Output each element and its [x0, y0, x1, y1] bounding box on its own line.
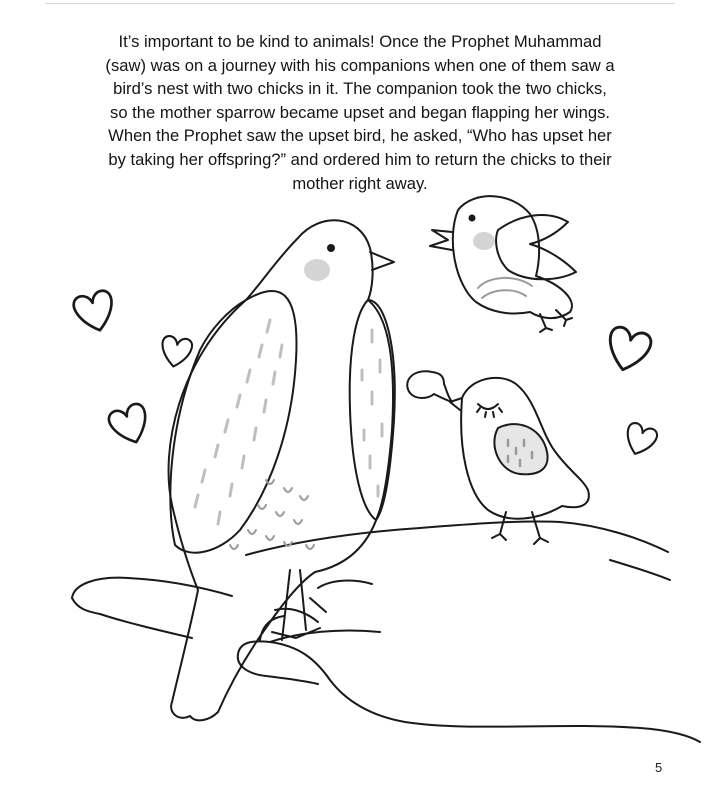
heart-icon [72, 289, 119, 335]
story-line: (saw) was on a journey with his companions when one of them saw a [105, 55, 615, 75]
story-line: mother right away. [292, 173, 428, 193]
story-line: bird’s nest with two chicks in it. The companion took the two chicks, [113, 79, 607, 99]
story-line: so the mother sparrow became upset and began flapping her wings. [110, 102, 610, 122]
sitting-chick-drawing [450, 378, 589, 544]
story-line: by taking her offspring?” and ordered him to return the chicks to their [108, 149, 612, 169]
mother-bird-drawing [169, 220, 395, 720]
story-line: It’s important to be kind to animals! Once the Prophet Muhammad [118, 32, 602, 51]
speech-bubble-icon [407, 371, 452, 402]
page-number: 5 [655, 760, 663, 775]
story-line: When the Prophet saw the upset bird, he asked, “Who has upset her [108, 126, 612, 146]
flying-chick-drawing [430, 196, 576, 332]
heart-icon [603, 325, 653, 375]
hand-drawing [72, 521, 700, 742]
heart-icon [159, 335, 193, 369]
heart-icon [621, 421, 659, 459]
heart-icon [107, 402, 154, 449]
